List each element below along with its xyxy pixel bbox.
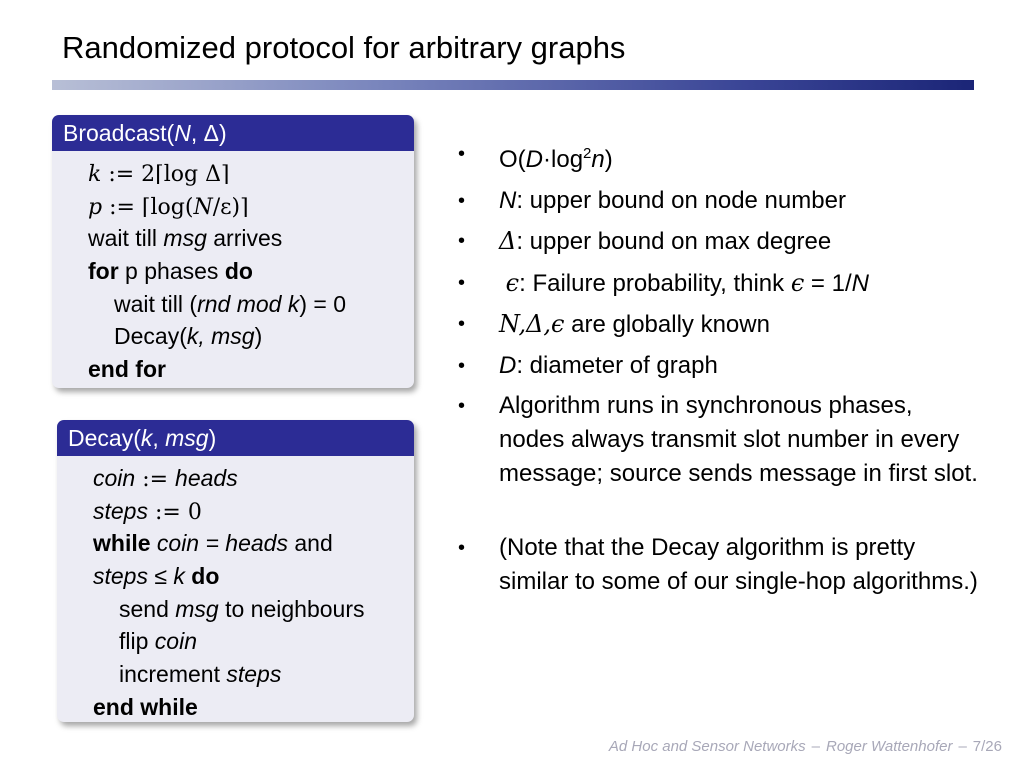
rnd-expr: rnd mod k [197, 290, 300, 317]
bullet-delta [458, 224, 978, 259]
send-msg: msg [175, 595, 219, 622]
send-post: to neighbours [218, 595, 365, 622]
footer-separator: – [811, 738, 820, 755]
bullet-algorithm [458, 389, 978, 491]
decay-line-cond [57, 560, 414, 593]
steps-op: := 0 [147, 499, 202, 525]
bullet-marker: • [458, 354, 466, 377]
kw-for: for [88, 258, 119, 285]
b4-eps: ϵ [505, 268, 520, 297]
coin-var: coin [93, 465, 136, 491]
broadcast-line-endfor [52, 353, 414, 386]
var-k: k [88, 162, 102, 187]
footer-separator-2: – [958, 738, 967, 755]
b2-text: : upper bound on node number [516, 186, 846, 214]
steps-cond: steps ≤ k [93, 563, 185, 590]
bullet-note [458, 531, 978, 599]
b1-post: ) [604, 146, 613, 173]
kw-while: while [93, 530, 151, 557]
expr-p-tail: /ε)⌉ [212, 194, 249, 220]
bullet-marker: • [458, 271, 466, 294]
decay-pre: Decay( [114, 323, 187, 350]
decay-line-flip [57, 625, 414, 658]
rnd-pre: wait till ( [114, 290, 198, 317]
decay-line-increment [57, 658, 414, 691]
decay-block-body [57, 456, 414, 722]
broadcast-line-p [52, 190, 414, 223]
b4-eps2: ϵ [790, 268, 805, 297]
kw-do-decay: do [184, 563, 220, 590]
kw-end-while: end while [93, 693, 198, 720]
b1-d: D [525, 146, 544, 173]
b1-pre: O( [499, 146, 526, 173]
decay-title-post: ) [208, 425, 217, 451]
b6-d: D [499, 351, 517, 379]
inc-pre: increment [119, 661, 227, 688]
flip-coin: coin [154, 628, 197, 655]
broadcast-line-for [52, 255, 414, 288]
decay-title-pre: Decay( [68, 425, 141, 451]
bullet-complexity [458, 137, 978, 177]
b5-syms: N,Δ,ϵ [499, 310, 565, 338]
broadcast-block-body [52, 151, 414, 386]
footer-author: Roger Wattenhofer [825, 738, 953, 755]
decay-line-endwhile [57, 691, 414, 722]
steps-var: steps [93, 497, 148, 524]
while-cond: coin = heads [150, 530, 288, 557]
wait-msg: msg [163, 225, 207, 252]
decay-args: k, msg [186, 323, 255, 350]
expr-k: := 2⌈log Δ⌉ [101, 162, 230, 187]
b7-text: Algorithm runs in synchronous phases, nodes always transmit slot number in every message; source sends message in first slot. [499, 392, 978, 487]
send-pre: send [119, 595, 176, 622]
decay-post: ) [254, 323, 263, 350]
decay-title-msg: msg [165, 425, 209, 451]
broadcast-line-wait-rnd [52, 288, 414, 321]
broadcast-title-name: Broadcast( [63, 120, 175, 146]
bullet-known [458, 307, 978, 342]
footer-page: 7/26 [972, 738, 1002, 755]
b6-text: : diameter of graph [516, 351, 718, 379]
expr-p: := ⌈log( [102, 194, 194, 220]
decay-line-while [57, 527, 414, 560]
var-p: p [88, 194, 103, 220]
slide-title: Randomized protocol for arbitrary graphs [62, 30, 626, 65]
wait-pre: wait till [88, 225, 164, 252]
decay-line-coin [57, 462, 414, 495]
flip-pre: flip [119, 628, 155, 655]
decay-block-title [57, 420, 414, 456]
footer [609, 738, 1002, 755]
bullet-marker: • [458, 189, 466, 212]
decay-title-k: k [140, 425, 153, 451]
kw-do: do [224, 258, 253, 285]
b1-sup: 2 [583, 145, 592, 162]
broadcast-block [52, 115, 414, 388]
b5-text: are globally known [564, 311, 770, 338]
footer-course: Ad Hoc and Sensor Networks [608, 738, 806, 755]
while-and: and [287, 530, 333, 557]
decay-block [57, 420, 414, 722]
rnd-post: ) = 0 [299, 290, 346, 317]
b3-delta: Δ [499, 227, 517, 255]
wait-post: arrives [206, 225, 283, 252]
bullet-diameter [458, 349, 978, 383]
for-mid: p phases [118, 258, 225, 285]
bullet-marker: • [458, 313, 466, 335]
b8-text: (Note that the Decay algorithm is pretty similar to some of our single-hop algorithms.) [499, 534, 978, 595]
coin-val: heads [175, 465, 238, 491]
inc-steps: steps [226, 661, 282, 688]
b1-mid: ·log [543, 146, 584, 173]
kw-end-for: end for [88, 356, 166, 383]
bullet-epsilon [458, 266, 978, 301]
coin-op: := [135, 467, 176, 492]
bullet-marker: • [458, 395, 466, 417]
broadcast-line-wait [52, 222, 414, 255]
broadcast-block-title [52, 115, 414, 151]
expr-p-n: N [193, 194, 213, 220]
b4-eq: = 1/ [804, 269, 852, 297]
broadcast-title-n: N [174, 120, 191, 146]
decay-title-sep: , [152, 425, 166, 451]
b3-text: : upper bound on max degree [516, 228, 832, 255]
broadcast-line-decay [52, 320, 414, 353]
bullet-n [458, 184, 978, 218]
b4-n: N [851, 269, 869, 297]
b1-n: n [591, 146, 605, 173]
decay-line-send [57, 593, 414, 626]
bullet-list [458, 137, 978, 606]
bullet-marker: • [458, 537, 466, 559]
title-rule [52, 80, 974, 90]
broadcast-line-k [52, 157, 414, 190]
broadcast-title-delta: , Δ) [190, 120, 227, 146]
decay-line-steps [57, 495, 414, 528]
b2-n: N [499, 186, 517, 214]
bullet-marker: • [458, 230, 466, 252]
bullet-marker: • [458, 143, 466, 165]
b4-text: : Failure probability, think [519, 269, 791, 297]
